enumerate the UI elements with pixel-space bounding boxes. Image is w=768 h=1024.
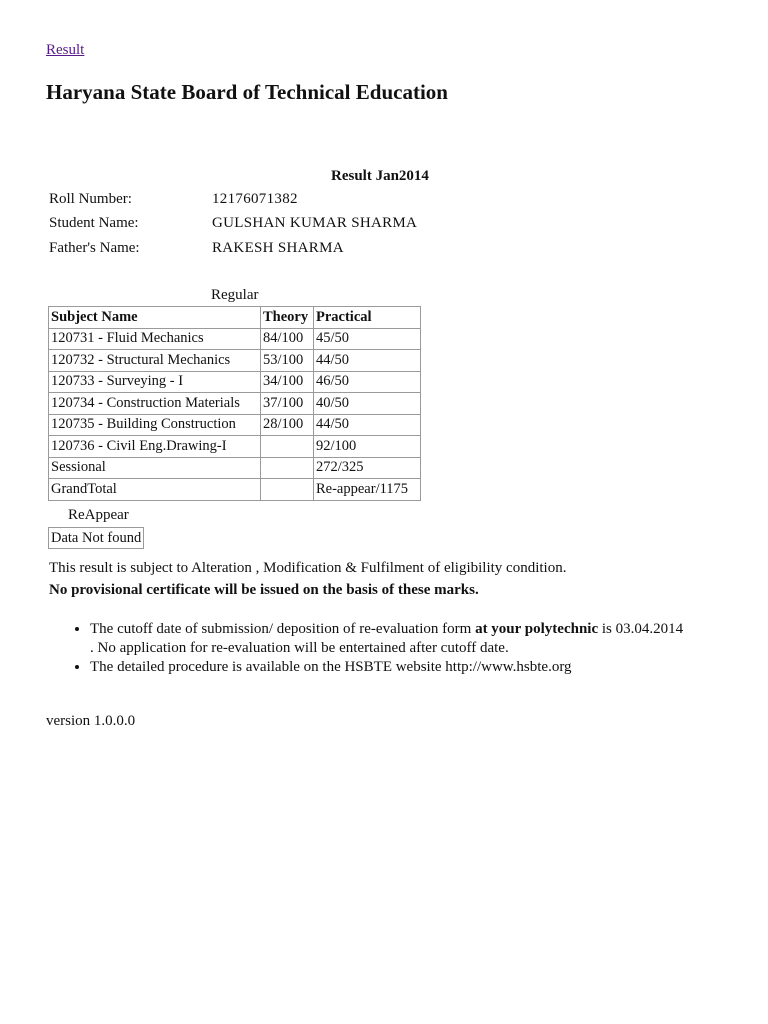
subject-cell: 120732 - Structural Mechanics	[49, 350, 261, 372]
exam-heading: Result Jan2014	[331, 168, 429, 184]
theory-cell: 28/100	[261, 414, 314, 436]
reappear-caption: ReAppear	[68, 507, 129, 523]
practical-cell: 92/100	[314, 436, 421, 458]
subject-cell: 120736 - Civil Eng.Drawing-I	[49, 436, 261, 458]
reappear-message: Data Not found	[48, 527, 144, 549]
table-row	[49, 328, 421, 350]
theory-cell: 37/100	[261, 393, 314, 415]
subject-cell: 120733 - Surveying - I	[49, 371, 261, 393]
practical-cell: 44/50	[314, 414, 421, 436]
practical-cell: 40/50	[314, 393, 421, 415]
practical-cell: 44/50	[314, 350, 421, 372]
disclaimer-text: This result is subject to Alteration , Modification & Fulfilment of eligibility condition.	[49, 560, 567, 576]
theory-cell: 34/100	[261, 371, 314, 393]
board-title: Haryana State Board of Technical Education	[46, 80, 448, 104]
roll-number-value: 12176071382	[212, 191, 298, 207]
procedure-text: The detailed procedure is available on the HSBTE website http://www.hsbte.org	[90, 659, 572, 675]
practical-cell: 46/50	[314, 371, 421, 393]
cutoff-text-start: The cutoff date of submission/ deposition of re-evaluation form	[90, 621, 476, 637]
cutoff-text-end: is 03.04.2014 . No application for re-evaluation will be entertained after cutoff date.	[90, 621, 684, 656]
subject-cell: Sessional	[49, 457, 261, 479]
theory-cell: 84/100	[261, 328, 314, 350]
father-name-label: Father's Name:	[49, 240, 140, 256]
table-row	[49, 371, 421, 393]
regular-caption: Regular	[211, 287, 259, 303]
student-name-value: GULSHAN KUMAR SHARMA	[212, 215, 418, 231]
table-row	[49, 414, 421, 436]
table-row	[49, 393, 421, 415]
version-text: version 1.0.0.0	[46, 713, 136, 729]
practical-cell: 272/325	[314, 457, 421, 479]
notes-list	[49, 620, 690, 677]
subject-cell: 120734 - Construction Materials	[49, 393, 261, 415]
table-header-row	[49, 307, 421, 329]
theory-cell	[261, 479, 314, 501]
table-row	[49, 436, 421, 458]
table-row	[49, 350, 421, 372]
result-link[interactable]: Result	[46, 42, 85, 58]
roll-number-label: Roll Number:	[49, 191, 132, 207]
header-practical: Practical	[314, 307, 421, 329]
cutoff-text-emphasis: at your polytechnic	[475, 621, 599, 637]
header-subject-name: Subject Name	[49, 307, 261, 329]
practical-cell: 45/50	[314, 328, 421, 350]
father-name-value: RAKESH SHARMA	[212, 240, 344, 256]
header-theory: Theory	[261, 307, 314, 329]
theory-cell	[261, 457, 314, 479]
subject-cell: GrandTotal	[49, 479, 261, 501]
subject-cell: 120735 - Building Construction	[49, 414, 261, 436]
theory-cell: 53/100	[261, 350, 314, 372]
no-certificate-notice: No provisional certificate will be issued on the basis of these marks.	[49, 582, 479, 598]
student-name-label: Student Name:	[49, 215, 139, 231]
table-row	[49, 479, 421, 501]
practical-cell: Re-appear/1175	[314, 479, 421, 501]
marks-table	[48, 306, 421, 501]
theory-cell	[261, 436, 314, 458]
list-item	[90, 658, 690, 677]
list-item	[90, 620, 690, 658]
subject-cell: 120731 - Fluid Mechanics	[49, 328, 261, 350]
table-row	[49, 457, 421, 479]
